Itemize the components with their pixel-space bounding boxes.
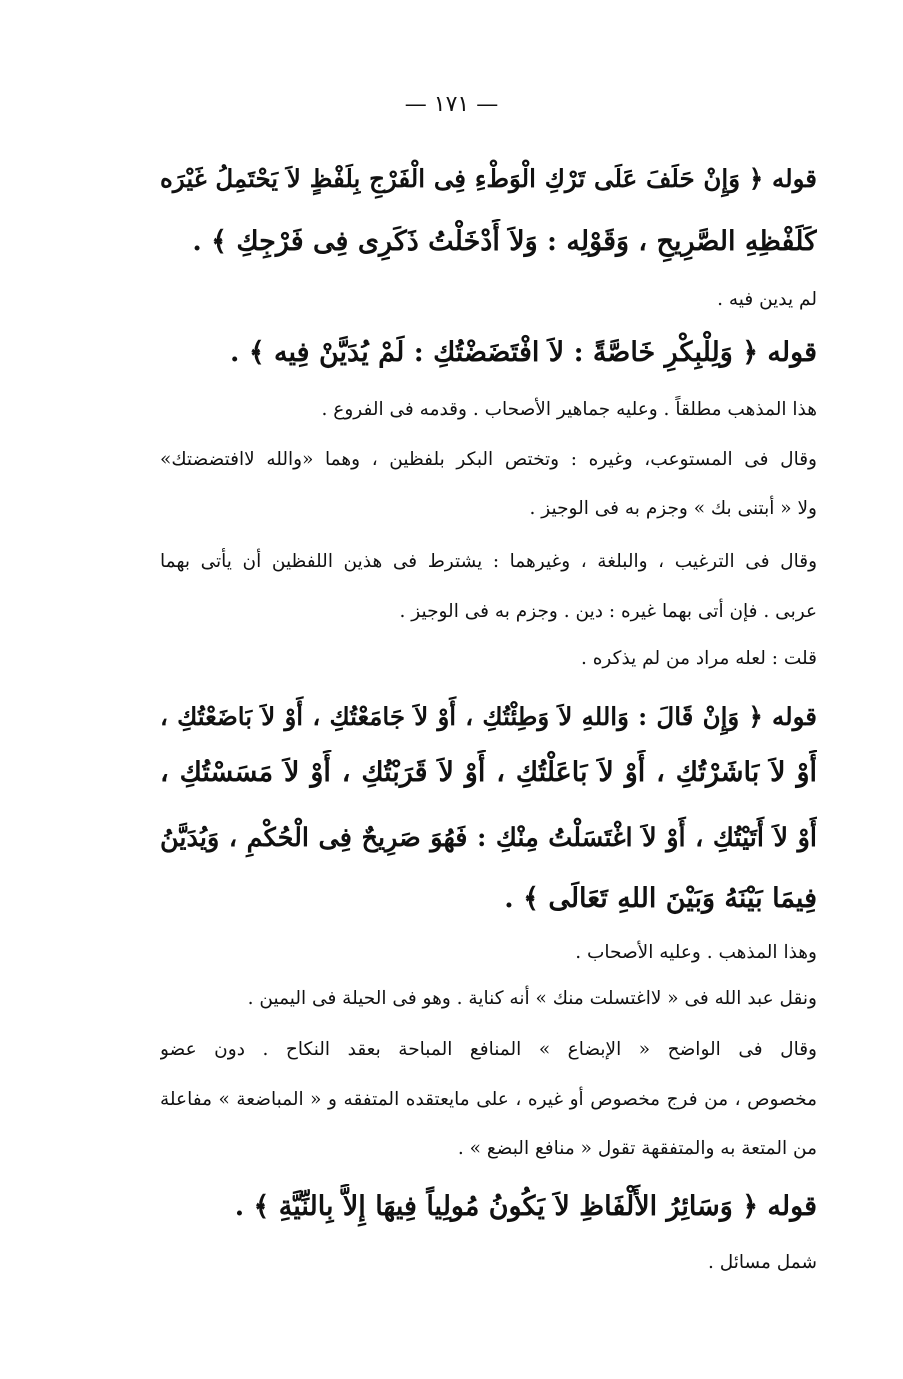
text-line: قوله ﴿ وَسَائِرُ الأَلْفَاظِ لاَ يَكُونُ مُولِياً فِيهَا إِلاَّ بِالنِّيَّةِ ﴾ . bbox=[234, 1191, 817, 1222]
text-line: ولا « أبتنى بك » وجزم به فى الوجيز . bbox=[529, 498, 817, 519]
page-number: — ١٧١ — bbox=[404, 92, 499, 117]
text-line: وهذا المذهب . وعليه الأصحاب . bbox=[575, 942, 817, 963]
text-line: أَوْ لاَ أَتَيْتُكِ ، أَوْ لاَ اغْتَسَلْتُ مِنْكِ : فَهُوَ صَرِيحٌ فِى الْحُكْمِ ، وَيُدَيَّنُ bbox=[160, 823, 817, 853]
text-line: عربى . فإن أتى بهما غيره : دين . وجزم به فى الوجيز . bbox=[399, 601, 817, 622]
text-line: وقال فى الواضح « الإبضاع » المنافع المباحة بعقد النكاح . دون عضو bbox=[160, 1039, 817, 1060]
text-line: ونقل عبد الله فى « لااغتسلت منك » أنه كناية . وهو فى الحيلة فى اليمين . bbox=[247, 988, 817, 1009]
text-line: من المتعة به والمتفقهة تقول « منافع البضع » . bbox=[457, 1138, 817, 1159]
text-line: وقال فى المستوعب، وغيره : وتختص البكر بلفظين ، وهما «والله لاافتضضتك» bbox=[160, 449, 817, 470]
text-line: قلت : لعله مراد من لم يذكره . bbox=[580, 648, 817, 669]
text-line: قوله ﴿ وَإِنْ حَلَفَ عَلَى تَرْكِ الْوَطْءِ فِى الْفَرْجِ بِلَفْظٍ لاَ يَحْتَمِلُ غَيْرَه bbox=[160, 164, 817, 193]
text-line: أَوْ لاَ بَاشَرْتُكِ ، أَوْ لاَ بَاعَلْتُكِ ، أَوْ لاَ قَرَبْتُكِ ، أَوْ لاَ مَسَسْتُكِ ، bbox=[160, 757, 817, 788]
text-line: هذا المذهب مطلقاً . وعليه جماهير الأصحاب . وقدمه فى الفروع . bbox=[321, 399, 817, 420]
text-line: كَلَفْظِهِ الصَّرِيحِ ، وَقَوْلِه : وَلاَ أَدْخَلْتُ ذَكَرِى فِى فَرْجِكِ ﴾ . bbox=[192, 226, 817, 257]
text-line: لم يدين فيه . bbox=[717, 289, 817, 310]
text-line: مخصوص ، من فرج مخصوص أو غيره ، على مايعتقده المتفقه و « المباضعة » مفاعلة bbox=[160, 1089, 817, 1110]
text-line: وقال فى الترغيب ، والبلغة ، وغيرهما : يشترط فى هذين اللفظين أن يأتى بهما bbox=[160, 551, 817, 572]
text-line: قوله ﴿ وَإِنْ قَالَ : وَاللهِ لاَ وَطِئْتُكِ ، أَوْ لاَ جَامَعْتُكِ ، أَوْ لاَ بَاضَعْتُكِ ، bbox=[160, 702, 817, 731]
text-line: فِيمَا بَيْنَهُ وَبَيْنَ اللهِ تَعَالَى ﴾ . bbox=[504, 883, 817, 914]
text-line: قوله ﴿ وَلِلْبِكْرِ خَاصَّةً : لاَ افْتَضَضْتُكِ : لَمْ يُدَيَّنْ فِيه ﴾ . bbox=[230, 337, 817, 368]
text-line: شمل مسائل . bbox=[707, 1252, 817, 1273]
